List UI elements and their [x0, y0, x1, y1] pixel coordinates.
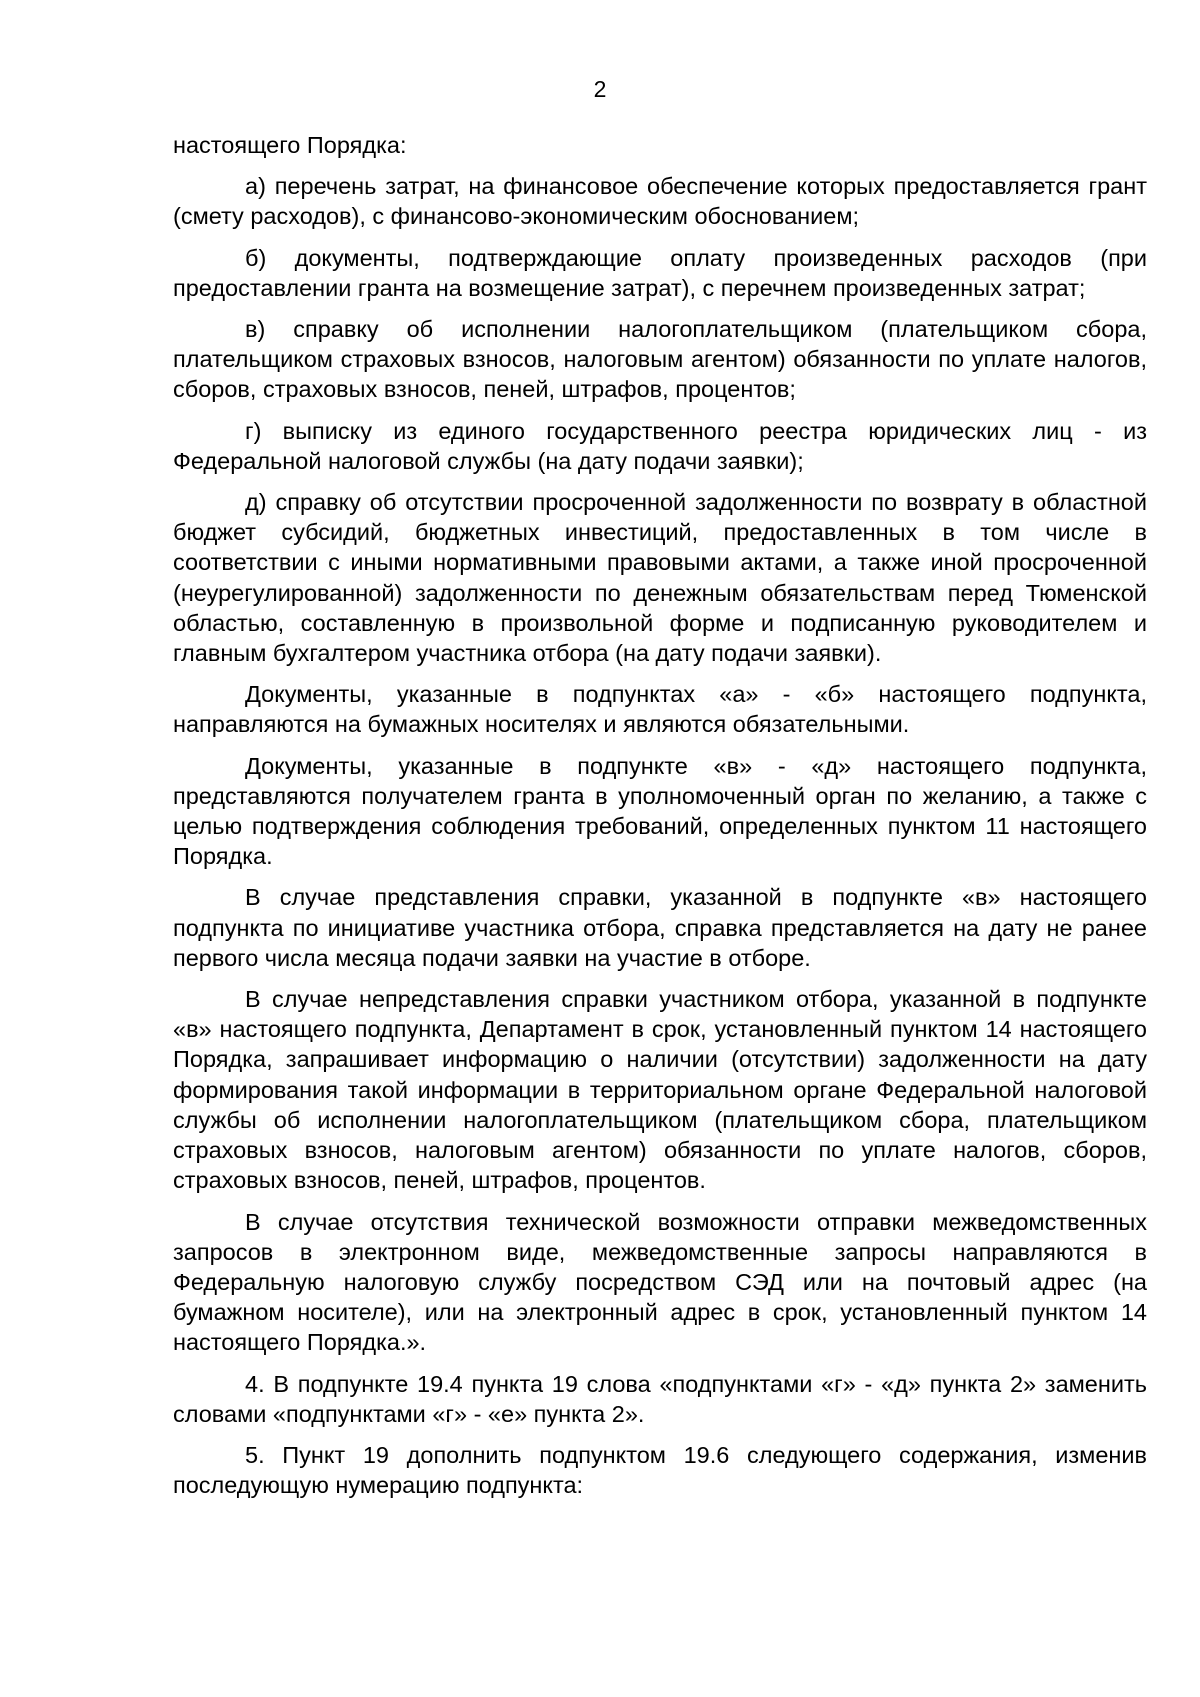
paragraph-documents-v-d: Документы, указанные в подпункте «в» - «д» настоящего подпункта, представляются получателем гранта в уполномоченный орган по желанию, а также с целью подтверждения соблюдения требований, определенных пунктом 11 настоящего Порядка.: [173, 752, 1147, 870]
page-number: 2: [593, 76, 607, 102]
paragraph-item-v: в) справку об исполнении налогоплательщиком (плательщиком сбора, плательщиком страховых взносов, налоговым агентом) обязанности по уплате налогов, сборов, страховых взносов, пеней, штрафов, процентов;: [173, 316, 1147, 403]
paragraph-intro: настоящего Порядка:: [173, 132, 407, 158]
paragraph-certificate-request: В случае непредставления справки участником отбора, указанной в подпункте «в» настоящего подпункта, Департамент в срок, установленный пунктом 14 настоящего Порядка, запрашивает информацию о наличии (отсутствии) задолженности на дату формирования такой информации в территориальном органе Федеральной налоговой службы об исполнении налогоплательщиком (плательщиком сбора, плательщиком страховых взносов, налоговым агентом) обязанности по уплате налогов, сборов, страховых взносов, пеней, штрафов, процентов.: [173, 986, 1147, 1194]
paragraph-amendment-4: 4. В подпункте 19.4 пункта 19 слова «подпунктами «г» - «д» пункта 2» заменить словами «подпунктами «г» - «е» пункта 2».: [173, 1370, 1147, 1427]
paragraph-item-g: г) выписку из единого государственного реестра юридических лиц - из Федеральной налоговой службы (на дату подачи заявки);: [173, 417, 1147, 474]
paragraph-item-b: б) документы, подтверждающие оплату произведенных расходов (при предоставлении гранта на возмещение затрат), с перечнем произведенных затрат;: [173, 244, 1147, 301]
paragraph-item-d: д) справку об отсутствии просроченной задолженности по возврату в областной бюджет субсидий, бюджетных инвестиций, предоставленных в том числе в соответствии с иными нормативными правовыми актами, а также иной просроченной (неурегулированной) задолженности по денежным обязательствам перед Тюменской областью, составленную в произвольной форме и подписанную руководителем и главным бухгалтером участника отбора (на дату подачи заявки).: [173, 489, 1147, 667]
paragraph-item-a: а) перечень затрат, на финансовое обеспечение которых предоставляется грант (смету расходов), с финансово-экономическим обоснованием;: [173, 173, 1147, 230]
paragraph-certificate-submission: В случае представления справки, указанной в подпункте «в» настоящего подпункта по инициативе участника отбора, справка представляется на дату не ранее первого числа месяца подачи заявки на участие в отборе.: [173, 884, 1147, 971]
paragraph-amendment-5: 5. Пункт 19 дополнить подпунктом 19.6 следующего содержания, изменив последующую нумерацию подпункта:: [173, 1441, 1147, 1499]
document-body: [173, 130, 1147, 1511]
paragraph-interagency-requests: В случае отсутствия технической возможности отправки межведомственных запросов в электронном виде, межведомственные запросы направляются в Федеральную налоговую службу посредством СЭД или на почтовый адрес (на бумажном носителе), или на электронный адрес в срок, установленный пунктом 14 настоящего Порядка.».: [173, 1208, 1147, 1356]
paragraph-documents-a-b: Документы, указанные в подпунктах «а» - «б» настоящего подпункта, направляются на бумажных носителях и являются обязательными.: [173, 681, 1147, 738]
